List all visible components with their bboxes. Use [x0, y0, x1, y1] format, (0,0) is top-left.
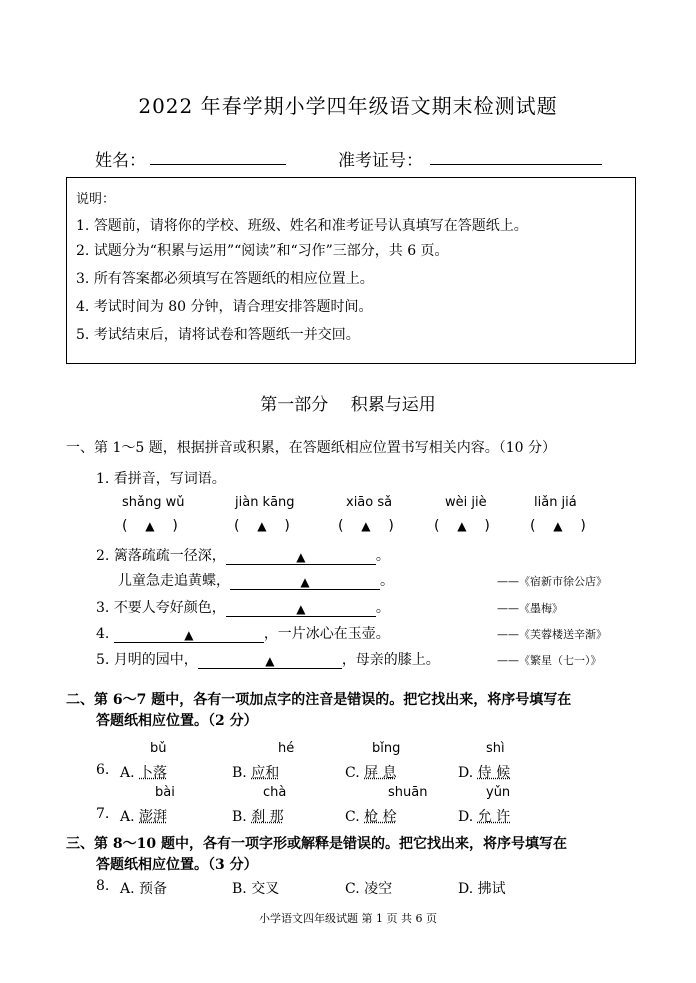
option-text: 预备 — [139, 881, 168, 897]
answer-blank[interactable] — [226, 548, 376, 565]
name-label: 姓名： — [95, 151, 146, 171]
answer-marker: ▲ — [553, 519, 563, 533]
q7-option-a[interactable] — [120, 806, 167, 826]
option-text: 屏 息 — [364, 765, 397, 781]
paren-close: ) — [284, 518, 290, 534]
option-text: 卜落 — [139, 765, 168, 781]
option-letter: A. — [120, 765, 135, 781]
question-3-heading-line2: 答题纸相应位置。（3 分） — [96, 857, 258, 873]
answer-blank[interactable] — [226, 600, 376, 617]
answer-marker: ▲ — [184, 628, 194, 642]
question-2-heading-line2: 答题纸相应位置。（2 分） — [96, 713, 258, 729]
option-letter: D. — [458, 881, 474, 897]
answer-box-2[interactable] — [234, 518, 290, 534]
page-title: 2022 年春学期小学四年级语文期末检测试题 — [138, 94, 558, 118]
q6-pinyin-c: bǐng — [372, 741, 401, 756]
question-1-heading: 一、第 1～5 题，根据拼音或积累，在答题纸相应位置书写相关内容。（10 分） — [66, 440, 556, 456]
pinyin-4: wèi jiè — [445, 495, 487, 510]
instruction-text: 考试时间为 80 分钟，请合理安排答题时间。 — [93, 299, 373, 315]
item-number: 5. — [96, 652, 110, 668]
answer-marker: ▲ — [296, 602, 306, 616]
instruction-item — [76, 215, 528, 235]
option-letter: B. — [232, 765, 247, 781]
answer-box-3[interactable] — [338, 518, 394, 534]
q6-number: 6. — [96, 762, 110, 778]
answer-box-1[interactable] — [122, 518, 178, 534]
instruction-text: 答题前，请将你的学校、班级、姓名和准考证号认真填写在答题纸上。 — [93, 218, 528, 234]
option-letter: D. — [458, 765, 474, 781]
instruction-text: 试题分为“积累与运用”“阅读”和“习作”三部分，共 6 页。 — [93, 243, 449, 259]
answer-marker: ▲ — [257, 519, 267, 533]
poem-source: ——《墨梅》 — [497, 602, 563, 615]
q6-pinyin-b: hé — [278, 741, 295, 756]
option-letter: B. — [232, 809, 247, 825]
paren-close: ) — [484, 518, 490, 534]
instruction-item — [76, 268, 374, 288]
name-field[interactable] — [150, 146, 286, 165]
option-text: 刹 那 — [251, 809, 284, 825]
option-letter: B. — [232, 881, 247, 897]
option-letter: C. — [345, 809, 360, 825]
option-text: 交叉 — [251, 881, 280, 897]
option-text: 侍 候 — [477, 765, 511, 781]
question-1-item4 — [96, 623, 390, 643]
answer-blank[interactable] — [198, 652, 342, 669]
poem-line: 篱落疏疏一径深， — [113, 548, 226, 564]
end-mark: 。 — [375, 548, 390, 564]
instruction-number: 2. — [76, 243, 90, 259]
q8-option-c[interactable] — [345, 878, 392, 898]
option-text: 拂试 — [477, 881, 506, 897]
paren-close: ) — [580, 518, 586, 534]
answer-marker: ▲ — [265, 654, 275, 668]
option-letter: D. — [458, 809, 474, 825]
instruction-number: 4. — [76, 299, 90, 315]
option-text: 枪 栓 — [364, 809, 397, 825]
poem-line: 不要人夸好颜色， — [113, 600, 226, 616]
q7-pinyin-a: bài — [155, 785, 175, 800]
pinyin-5: liǎn jiá — [534, 495, 577, 510]
q7-pinyin-d: yǔn — [486, 785, 511, 800]
q8-number: 8. — [96, 878, 110, 894]
end-mark: 。 — [375, 600, 390, 616]
poem-line: ，一片冰心在玉壶。 — [263, 626, 390, 642]
page-footer: 小学语文四年级试题 第 1 页 共 6 页 — [259, 912, 437, 925]
option-letter: C. — [345, 881, 360, 897]
q6-pinyin-a: bǔ — [150, 741, 167, 756]
question-2-heading-line1: 二、第 6～7 题中，各有一项加点字的注音是错误的。把它找出来，将序号填写在 — [66, 692, 572, 708]
option-letter: A. — [120, 881, 135, 897]
instruction-text: 所有答案都必须填写在答题纸的相应位置上。 — [93, 271, 374, 287]
q6-option-c[interactable] — [345, 762, 397, 782]
q6-option-a[interactable] — [120, 762, 167, 782]
paren-open: ( — [122, 518, 128, 534]
option-text: 应和 — [251, 765, 280, 781]
question-1-item2-line2 — [118, 570, 394, 590]
answer-blank[interactable] — [114, 626, 264, 643]
q7-number: 7. — [96, 806, 110, 822]
q8-option-a[interactable] — [120, 878, 167, 898]
item-number: 2. — [96, 548, 110, 564]
paren-close: ) — [388, 518, 394, 534]
poem-source: ——《芙蓉楼送辛渐》 — [497, 628, 607, 641]
option-letter: A. — [120, 809, 135, 825]
option-text: 凌空 — [364, 881, 393, 897]
question-1-item1-label: 1. 看拼音，写词语。 — [96, 471, 226, 487]
paren-open: ( — [234, 518, 240, 534]
paren-close: ) — [172, 518, 178, 534]
answer-box-5[interactable] — [530, 518, 586, 534]
q6-option-b[interactable] — [232, 762, 279, 782]
item-number: 4. — [96, 626, 110, 642]
q7-pinyin-c: shuān — [388, 785, 428, 800]
instruction-item — [76, 324, 360, 344]
q8-option-d[interactable] — [458, 878, 506, 898]
instruction-item — [76, 240, 449, 260]
section-title: 第一部分 积累与运用 — [260, 395, 436, 415]
instruction-number: 3. — [76, 271, 90, 287]
question-3-heading-line1: 三、第 8～10 题中，各有一项字形或解释是错误的。把它找出来，将序号填写在 — [66, 836, 567, 852]
poem-source: ——《繁星（七一）》 — [497, 654, 602, 667]
q6-pinyin-d: shì — [486, 741, 505, 756]
poem-line: 儿童急走追黄蝶， — [118, 573, 230, 589]
pinyin-3: xiāo sǎ — [346, 495, 393, 510]
q7-pinyin-b: chà — [263, 785, 287, 800]
q8-option-b[interactable] — [232, 878, 279, 898]
poem-line: ，母亲的膝上。 — [341, 652, 440, 668]
question-1-item5 — [96, 649, 440, 669]
paren-open: ( — [338, 518, 344, 534]
answer-marker: ▲ — [457, 519, 467, 533]
item-number: 3. — [96, 600, 110, 616]
instruction-text: 考试结束后，请将试卷和答题纸一并交回。 — [93, 327, 360, 343]
pinyin-2: jiàn kāng — [235, 495, 295, 510]
exam-id-field[interactable] — [430, 146, 602, 165]
poem-line: 月明的园中， — [113, 652, 198, 668]
instruction-number: 1. — [76, 218, 90, 234]
answer-marker: ▲ — [296, 550, 306, 564]
answer-marker: ▲ — [145, 519, 155, 533]
q7-option-b[interactable] — [232, 806, 284, 826]
question-1-item3 — [96, 597, 390, 617]
paren-open: ( — [434, 518, 440, 534]
answer-marker: ▲ — [361, 519, 371, 533]
instructions-heading: 说明： — [76, 192, 116, 207]
end-mark: 。 — [380, 573, 394, 589]
option-text: 允 许 — [477, 809, 511, 825]
answer-marker: ▲ — [300, 575, 310, 589]
q6-option-d[interactable] — [458, 762, 510, 782]
instruction-item — [76, 296, 373, 316]
q7-option-d[interactable] — [458, 806, 510, 826]
paren-open: ( — [530, 518, 536, 534]
option-letter: C. — [345, 765, 360, 781]
exam-id-label: 准考证号： — [338, 151, 423, 171]
instruction-number: 5. — [76, 327, 90, 343]
pinyin-1: shǎng wǔ — [122, 495, 185, 510]
poem-source: ——《宿新市徐公店》 — [497, 575, 607, 588]
q7-option-c[interactable] — [345, 806, 397, 826]
question-1-item2-line1 — [96, 545, 390, 565]
answer-box-4[interactable] — [434, 518, 490, 534]
option-text: 澎湃 — [139, 809, 168, 825]
answer-blank[interactable] — [230, 573, 380, 590]
